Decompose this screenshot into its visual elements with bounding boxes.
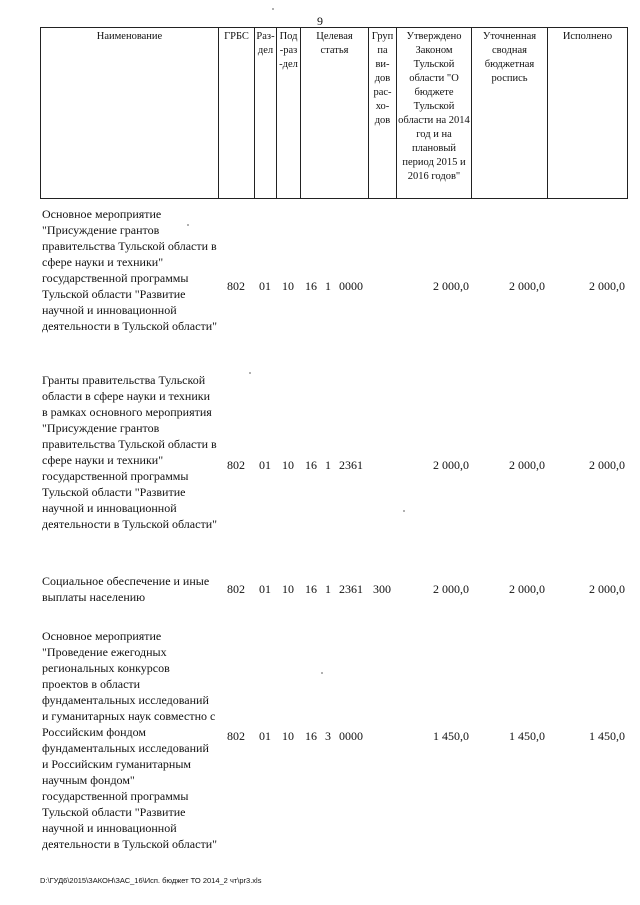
table-row: [40, 564, 627, 614]
row-cs-program: 16: [305, 582, 317, 596]
row-executed: 2 000,0: [589, 458, 625, 472]
row-executed: 1 450,0: [589, 729, 625, 743]
row-cs-subprogram: 3: [325, 729, 331, 743]
row-cs-direction: 0000: [339, 729, 363, 743]
scan-speck: [272, 8, 274, 10]
row-grbs: 802: [227, 582, 245, 596]
row-cs-subprogram: 1: [325, 582, 331, 596]
file-path-footer: D:\ГУД6\2015\ЗАКОН\ЗАС_16\Исп. бюджет ТО 2014_2 чт\pr3.xls: [40, 876, 262, 885]
scan-speck: [403, 510, 405, 512]
header-refined: Уточненная сводная бюджетная роспись: [472, 28, 548, 199]
row-name: Социальное обеспечение и иные выплаты населению: [42, 574, 210, 604]
row-razdel: 01: [259, 729, 271, 743]
header-executed: Исполнено: [548, 28, 628, 199]
row-cs-program: 16: [305, 458, 317, 472]
row-executed: 2 000,0: [589, 582, 625, 596]
row-cs-direction: 2361: [339, 458, 363, 472]
row-expense-group: 300: [373, 582, 391, 596]
row-approved: 2 000,0: [433, 458, 469, 472]
row-expense-group: [368, 614, 396, 858]
row-razdel: 01: [259, 458, 271, 472]
header-expense-group: Груп па ви-дов рас-хо-дов: [369, 28, 397, 199]
row-name: Основное мероприятие "Проведение ежегодных региональных конкурсов проектов в области фундаментальных исследований и гуманитарных наук совместно с Российским фондом фундаментальных исследований и Российским гуманитарным научным фондом" государственной программы Тульской области "Развитие научной и инновационной деятельности в Тульской области": [42, 629, 218, 851]
scan-speck: [249, 372, 251, 374]
row-approved: 1 450,0: [433, 729, 469, 743]
row-name: Гранты правительства Тульской области в сфере науки и техники в рамках основного мероприятия "Присуждение грантов правительства Тульской области в сфере науки и техники" государственной программы Тульской области "Развитие научной и инновационной деятельности в Тульской области": [42, 373, 218, 531]
row-podrazdel: 10: [282, 279, 294, 293]
row-expense-group: [368, 206, 396, 366]
row-expense-group: [368, 366, 396, 564]
header-podrazdel: Под-раз-дел: [277, 28, 301, 199]
row-podrazdel: 10: [282, 729, 294, 743]
row-executed: 2 000,0: [589, 279, 625, 293]
row-refined: 1 450,0: [509, 729, 545, 743]
row-razdel: 01: [259, 279, 271, 293]
row-cs-subprogram: 1: [325, 458, 331, 472]
scan-speck: [321, 672, 323, 674]
row-approved: 2 000,0: [433, 279, 469, 293]
row-cs-program: 16: [305, 729, 317, 743]
row-approved: 2 000,0: [433, 582, 469, 596]
header-target-article: Целевая статья: [301, 28, 369, 199]
row-refined: 2 000,0: [509, 279, 545, 293]
table-row: [40, 366, 627, 564]
row-refined: 2 000,0: [509, 458, 545, 472]
page-number: 9: [317, 14, 323, 28]
row-name: Основное мероприятие "Присуждение грантов правительства Тульской области в сфере науки и техники" государственной программы Тульской области "Развитие научной и инновационной деятельности в Тульской области": [42, 207, 218, 333]
header-grbs: ГРБС: [219, 28, 255, 199]
table-row: [40, 206, 627, 366]
row-cs-program: 16: [305, 279, 317, 293]
header-razdel: Раз-дел: [255, 28, 277, 199]
row-grbs: 802: [227, 729, 245, 743]
table-header: [40, 27, 628, 199]
budget-table: [40, 206, 627, 858]
row-razdel: 01: [259, 582, 271, 596]
row-grbs: 802: [227, 279, 245, 293]
row-cs-direction: 0000: [339, 279, 363, 293]
row-refined: 2 000,0: [509, 582, 545, 596]
row-podrazdel: 10: [282, 582, 294, 596]
header-approved: Утверждено Законом Тульской области "О бюджете Тульской области на 2014 год и на плановый период 2015 и 2016 годов": [397, 28, 472, 199]
header-name: Наименование: [41, 28, 219, 199]
row-grbs: 802: [227, 458, 245, 472]
table-row: [40, 614, 627, 858]
scan-speck: [187, 224, 189, 226]
row-cs-subprogram: 1: [325, 279, 331, 293]
row-podrazdel: 10: [282, 458, 294, 472]
row-cs-direction: 2361: [339, 582, 363, 596]
